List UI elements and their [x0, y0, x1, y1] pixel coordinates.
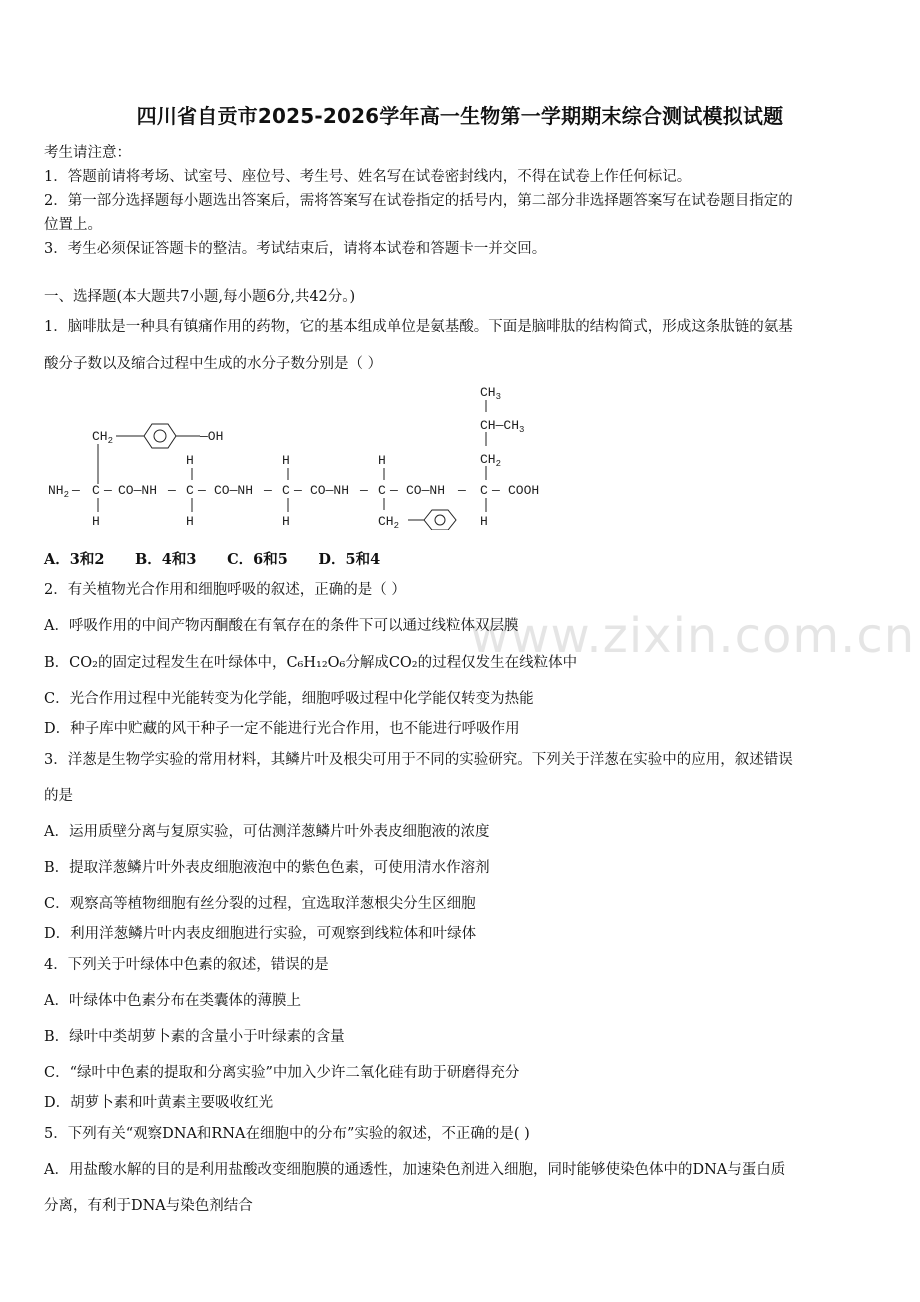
q4-option-a[interactable]: A．叶绿体中色素分布在类囊体的薄膜上	[44, 993, 301, 1009]
h-res1-bottom: H	[92, 514, 100, 529]
notice-item-2: 2．第一部分选择题每小题选出答案后，需将答案写在试卷指定的括号内，第二部分非选择题答案写在试卷题目指定的	[44, 193, 793, 209]
ch2-res4: $CH_2$	[378, 514, 400, 530]
q3-option-d[interactable]: D．利用洋葱鳞片叶内表皮细胞进行实验，可观察到线粒体和叶绿体	[44, 926, 477, 942]
q2-option-c[interactable]: C．光合作用过程中光能转变为化学能，细胞呼吸过程中化学能仅转变为热能	[44, 691, 534, 707]
q1-option-a[interactable]: A．3和2	[44, 551, 105, 568]
h-res4-top: H	[378, 453, 386, 468]
h-res3-top: H	[282, 453, 290, 468]
cooh-terminus: COOH	[508, 483, 540, 498]
q3-option-c[interactable]: C．观察高等植物细胞有丝分裂的过程，宜选取洋葱根尖分生区细胞	[44, 896, 476, 912]
c-res1: C	[92, 483, 100, 498]
bond-1: —	[72, 483, 80, 498]
h-res5-bottom: H	[480, 514, 488, 529]
q2-option-b[interactable]: B．CO₂的固定过程发生在叶绿体中，C₆H₁₂O₆分解成CO₂的过程仅发生在线粒体中	[44, 655, 578, 671]
bond-10: —	[492, 483, 500, 498]
q4-option-d[interactable]: D．胡萝卜素和叶黄素主要吸收红光	[44, 1095, 274, 1111]
co-nh-1: CO—NH	[118, 483, 158, 498]
q2-stem: 2．有关植物光合作用和细胞呼吸的叙述，正确的是（ ）	[44, 582, 406, 598]
q4-stem: 4．下列关于叶绿体中色素的叙述，错误的是	[44, 957, 329, 973]
q4-option-b[interactable]: B．绿叶中类胡萝卜素的含量小于叶绿素的含量	[44, 1029, 345, 1045]
co-nh-3: CO—NH	[310, 483, 350, 498]
bond-5: —	[264, 483, 272, 498]
ch2-res5: $CH_2$	[480, 452, 502, 469]
bond-9: —	[458, 483, 466, 498]
notice-item-2-cont: 位置上。	[44, 217, 102, 233]
bond-4: —	[198, 483, 206, 498]
q1-stem-line2: 酸分子数以及缩合过程中生成的水分子数分别是（ ）	[44, 356, 383, 372]
h-res2-top: H	[186, 453, 194, 468]
q4-option-c[interactable]: C．“绿叶中色素的提取和分离实验”中加入少许二氧化硅有助于研磨得充分	[44, 1065, 520, 1081]
co-nh-2: CO—NH	[214, 483, 254, 498]
bond-7: —	[360, 483, 368, 498]
c-res4: C	[378, 483, 386, 498]
q1-option-d[interactable]: D．5和4	[318, 551, 381, 568]
co-nh-4: CO—NH	[406, 483, 446, 498]
c-res3: C	[282, 483, 290, 498]
q2-option-a[interactable]: A．呼吸作用的中间产物丙酮酸在有氧存在的条件下可以通过线粒体双层膜	[44, 618, 519, 634]
oh-group: —OH	[200, 429, 224, 444]
c-res5: C	[480, 483, 488, 498]
bond-8: —	[390, 483, 398, 498]
bond-2: —	[104, 483, 112, 498]
h-res2-bottom: H	[186, 514, 194, 529]
q1-option-b[interactable]: B．4和3	[135, 551, 197, 568]
q3-stem-line1: 3．洋葱是生物学实验的常用材料，其鳞片叶及根尖可用于不同的实验研究。下列关于洋葱在实验中的应用，叙述错误	[44, 752, 793, 768]
peptide-structure-diagram	[40, 380, 560, 530]
c-res2: C	[186, 483, 194, 498]
q1-option-c[interactable]: C．6和5	[227, 551, 288, 568]
notice-item-3: 3．考生必须保证答题卡的整洁。考试结束后，请将本试卷和答题卡一并交回。	[44, 241, 547, 257]
bond-3: —	[168, 483, 176, 498]
bond-6: —	[294, 483, 302, 498]
nh2-terminus: $NH_2$	[48, 483, 70, 500]
q1-options	[44, 548, 406, 569]
notice-heading: 考生请注意：	[44, 145, 131, 161]
q3-stem-line2: 的是	[44, 788, 73, 804]
section-heading: 一、选择题(本大题共7小题,每小题6分,共42分。)	[44, 289, 356, 305]
q1-stem-line1: 1．脑啡肽是一种具有镇痛作用的药物，它的基本组成单位是氨基酸。下面是脑啡肽的结构简式，形成这条肽链的氨基	[44, 319, 793, 335]
ch2-res1: $CH_2$	[92, 429, 114, 446]
ch-ch3: $CH—CH_3$	[480, 418, 525, 435]
q5-stem: 5．下列有关“观察DNA和RNA在细胞中的分布”实验的叙述，不正确的是( )	[44, 1126, 530, 1142]
q5-option-a-line1[interactable]: A．用盐酸水解的目的是利用盐酸改变细胞膜的通透性，加速染色剂进入细胞，同时能够使染色体中的DNA与蛋白质	[44, 1162, 786, 1178]
q2-option-d[interactable]: D．种子库中贮藏的风干种子一定不能进行光合作用，也不能进行呼吸作用	[44, 721, 520, 737]
h-res3-bottom: H	[282, 514, 290, 529]
q5-option-a-line2: 分离，有利于DNA与染色剂结合	[44, 1198, 253, 1214]
exam-title: 四川省自贡市2025-2026学年高一生物第一学期期末综合测试模拟试题	[136, 104, 784, 128]
notice-item-1: 1．答题前请将考场、试室号、座位号、考生号、姓名写在试卷密封线内，不得在试卷上作任何标记。	[44, 169, 692, 185]
q3-option-a[interactable]: A．运用质壁分离与复原实验，可估测洋葱鳞片叶外表皮细胞液的浓度	[44, 824, 490, 840]
q3-option-b[interactable]: B．提取洋葱鳞片叶外表皮细胞液泡中的紫色色素，可使用清水作溶剂	[44, 860, 490, 876]
watermark: www.zixin.com.cn	[470, 608, 916, 664]
ch3-top: $CH_3$	[480, 385, 502, 402]
